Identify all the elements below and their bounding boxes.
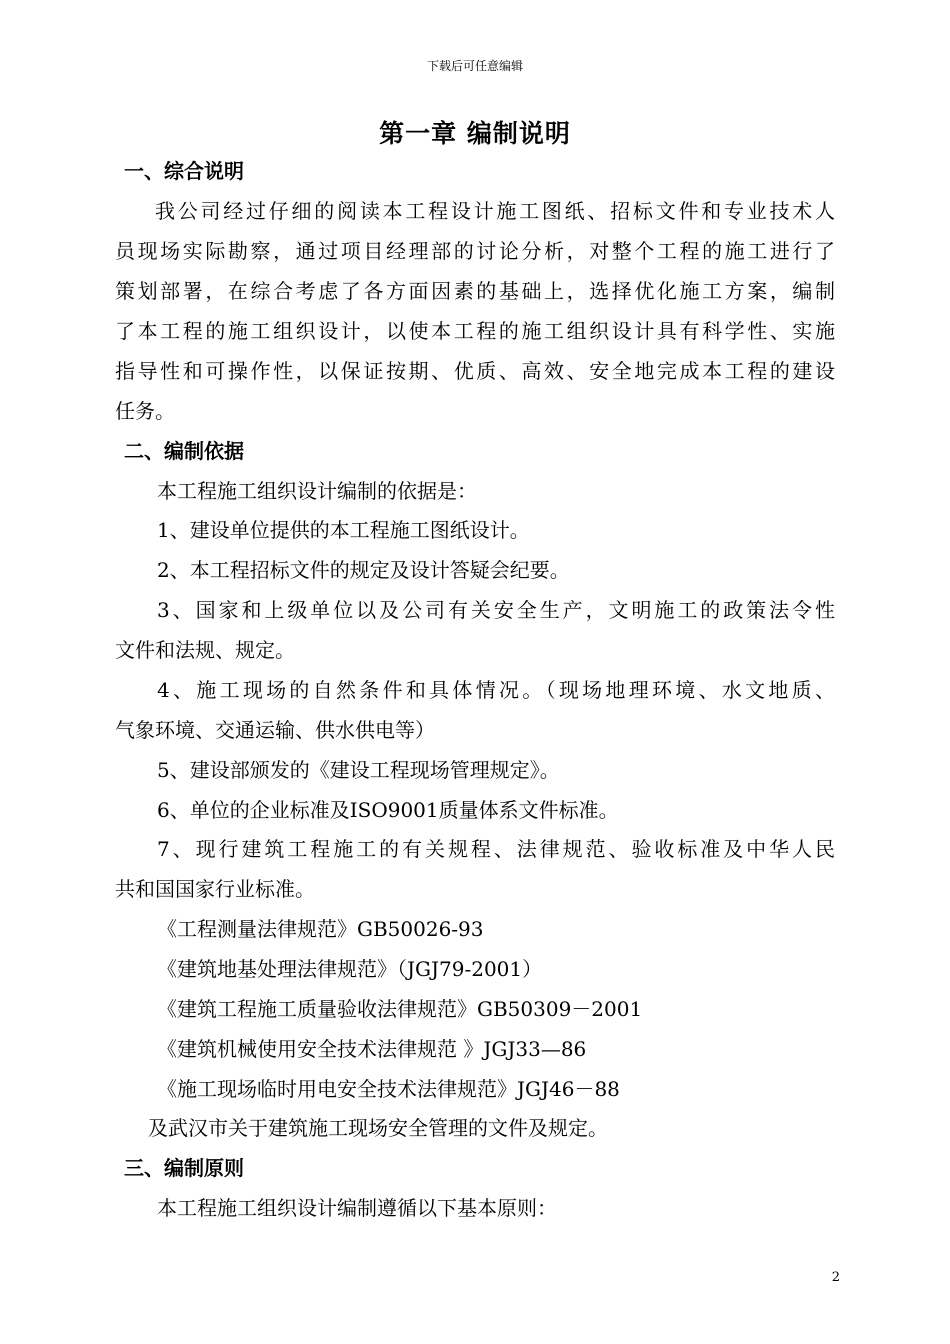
standard-item: 《建筑工程施工质量验收法律规范》GB50309－2001 (157, 997, 643, 1021)
standard-item: 《建筑地基处理法律规范》（JGJ79-2001） (157, 957, 543, 981)
standard-item: 《建筑机械使用安全技术法律规范 》JGJ33—86 (157, 1037, 587, 1061)
item-line: 4、施工现场的自然条件和具体情况。（现场地理环境、水文地质、 (157, 678, 835, 702)
paragraph-line: 员现场实际勘察，通过项目经理部的讨论分析，对整个工程的施工进行了 (115, 239, 835, 263)
section-heading-principles: 三、编制原则 (124, 1156, 244, 1180)
paragraph-line: 策划部署，在综合考虑了各方面因素的基础上，选择优化施工方案，编制 (115, 279, 835, 303)
basis-item-7 (115, 835, 835, 915)
basis-item-2: 2、本工程招标文件的规定及设计答疑会纪要。 (157, 558, 570, 582)
principles-intro: 本工程施工组织设计编制遵循以下基本原则： (157, 1196, 557, 1220)
basis-item-4 (115, 676, 835, 756)
section-heading-basis: 二、编制依据 (124, 439, 244, 463)
basis-intro: 本工程施工组织设计编制的依据是： (157, 479, 477, 503)
basis-item-1: 1、建设单位提供的本工程施工图纸设计。 (157, 518, 530, 542)
basis-closing: 及武汉市关于建筑施工现场安全管理的文件及规定。 (148, 1116, 608, 1140)
paragraph-line: 了本工程的施工组织设计，以使本工程的施工组织设计具有科学性、实施 (115, 319, 835, 343)
section-heading-general: 一、综合说明 (124, 159, 244, 183)
item-line: 3、国家和上级单位以及公司有关安全生产，文明施工的政策法令性 (157, 598, 835, 622)
basis-item-6: 6、单位的企业标准及ISO9001质量体系文件标准。 (157, 798, 619, 822)
item-line: 共和国国家行业标准。 (115, 877, 315, 901)
page-number: 2 (831, 1270, 840, 1285)
paragraph-line: 指导性和可操作性，以保证按期、优质、高效、安全地完成本工程的建设 (115, 359, 835, 383)
item-line: 文件和法规、规定。 (115, 638, 295, 662)
basis-item-5: 5、建设部颁发的《建设工程现场管理规定》。 (157, 758, 560, 782)
standard-item: 《施工现场临时用电安全技术法律规范》JGJ46－88 (157, 1077, 620, 1101)
page-header: 下载后可任意编辑 (426, 59, 523, 73)
paragraph-line: 我公司经过仔细的阅读本工程设计施工图纸、招标文件和专业技术人 (155, 199, 835, 223)
paragraph-line: 任务。 (115, 399, 175, 423)
item-line: 7、现行建筑工程施工的有关规程、法律规范、验收标准及中华人民 (157, 837, 835, 861)
standard-item: 《工程测量法律规范》GB50026-93 (157, 917, 484, 941)
basis-item-3 (115, 596, 835, 676)
item-line: 气象环境、交通运输、供水供电等） (115, 718, 435, 742)
general-paragraph (115, 197, 835, 437)
chapter-title: 第一章 编制说明 (379, 119, 571, 148)
